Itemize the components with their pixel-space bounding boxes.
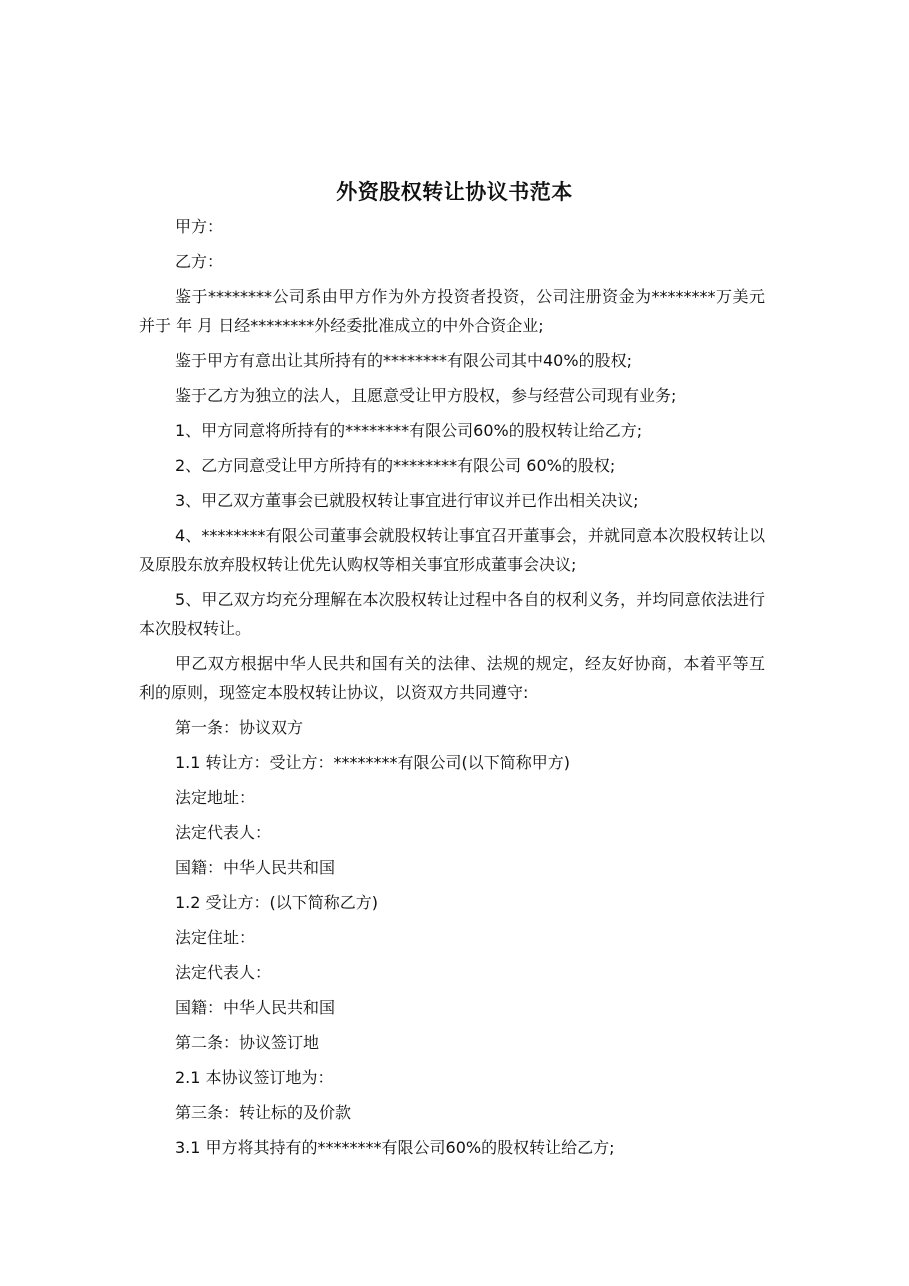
paragraph: 5、甲乙双方均充分理解在本次股权转让过程中各自的权利义务，并均同意依法进行本次股权转让。	[139, 590, 765, 638]
paragraph: 3.1 甲方将其持有的********有限公司60%的股权转让给乙方;	[175, 1138, 615, 1157]
paragraph: 法定地址：	[175, 788, 256, 807]
paragraph: 2.1 本协议签订地为：	[175, 1068, 334, 1087]
paragraph: 3、甲乙双方董事会已就股权转让事宜进行审议并已作出相关决议;	[175, 491, 639, 510]
paragraph: 4、********有限公司董事会就股权转让事宜召开董事会，并就同意本次股权转让以及原股东放弃股权转让优先认购权等相关事宜形成董事会决议;	[139, 526, 765, 574]
paragraph: 法定代表人：	[175, 823, 272, 842]
paragraph: 第三条：转让标的及价款	[175, 1103, 352, 1122]
document-body	[139, 212, 765, 1168]
paragraph: 鉴于********公司系由甲方作为外方投资者投资，公司注册资金为********万美元并于 年 月 日经********外经委批准成立的中外合资企业;	[139, 287, 765, 335]
paragraph: 1.1 转让方：受让方：********有限公司(以下简称甲方)	[175, 753, 571, 772]
paragraph: 法定住址：	[175, 928, 256, 947]
paragraph: 鉴于乙方为独立的法人，且愿意受让甲方股权，参与经营公司现有业务;	[175, 386, 677, 405]
paragraph: 甲乙双方根据中华人民共和国有关的法律、法规的规定，经友好协商，本着平等互利的原则，现签定本股权转让协议，以资双方共同遵守:	[139, 654, 765, 702]
paragraph: 第二条：协议签订地	[175, 1033, 320, 1052]
paragraph: 国籍：中华人民共和国	[175, 858, 336, 877]
paragraph: 1.2 受让方：(以下简称乙方)	[175, 893, 379, 912]
document-title: 外资股权转让协议书范本	[336, 180, 573, 204]
paragraph: 2、乙方同意受让甲方所持有的********有限公司 60%的股权;	[175, 456, 616, 475]
paragraph: 鉴于甲方有意出让其所持有的********有限公司其中40%的股权;	[175, 351, 632, 370]
paragraph: 乙方：	[175, 252, 224, 271]
paragraph: 1、甲方同意将所持有的********有限公司60%的股权转让给乙方;	[175, 421, 643, 440]
paragraph: 第一条：协议双方	[175, 718, 304, 737]
paragraph: 国籍：中华人民共和国	[175, 998, 336, 1017]
paragraph: 甲方：	[175, 217, 224, 236]
paragraph: 法定代表人：	[175, 963, 272, 982]
